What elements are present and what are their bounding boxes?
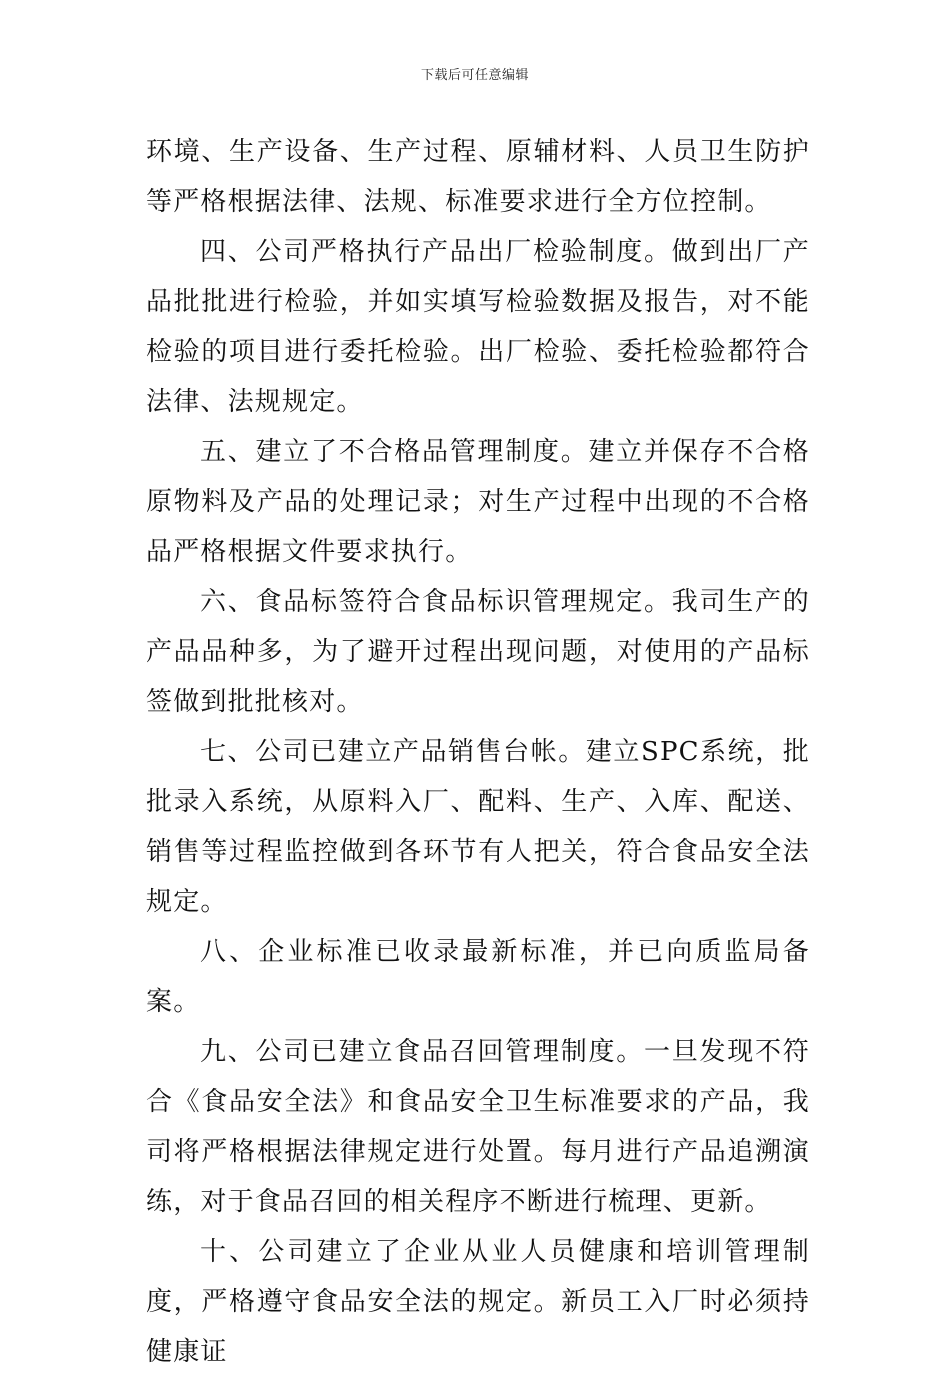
paragraph-item-10: 十、公司建立了企业从业人员健康和培训管理制度，严格遵守食品安全法的规定。新员工入厂时必须持健康证: [146, 1237, 810, 1367]
header-note: 下载后可任意编辑: [420, 68, 529, 83]
paragraph-item-4: 四、公司严格执行产品出厂检验制度。做到出厂产品批批进行检验，并如实填写检验数据及报告，对不能检验的项目进行委托检验。出厂检验、委托检验都符合法律、法规规定。: [146, 237, 810, 417]
paragraph-item-8: 八、企业标准已收录最新标准，并已向质监局备案。: [146, 937, 810, 1017]
document-body: [146, 127, 810, 1377]
paragraph-item-6: 六、食品标签符合食品标识管理规定。我司生产的产品品种多，为了避开过程出现问题，对使用的产品标签做到批批核对。: [146, 587, 810, 717]
paragraph-item-9: 九、公司已建立食品召回管理制度。一旦发现不符合《食品安全法》和食品安全卫生标准要求的产品，我司将严格根据法律规定进行处置。每月进行产品追溯演练，对于食品召回的相关程序不断进行梳理、更新。: [146, 1037, 810, 1217]
paragraph-item-5: 五、建立了不合格品管理制度。建立并保存不合格原物料及产品的处理记录；对生产过程中出现的不合格品严格根据文件要求执行。: [146, 437, 810, 567]
paragraph-item-7: 七、公司已建立产品销售台帐。建立SPC系统，批批录入系统，从原料入厂、配料、生产、入库、配送、销售等过程监控做到各环节有人把关，符合食品安全法规定。: [146, 737, 810, 917]
paragraph-continuation: 环境、生产设备、生产过程、原辅材料、人员卫生防护等严格根据法律、法规、标准要求进行全方位控制。: [146, 137, 810, 217]
